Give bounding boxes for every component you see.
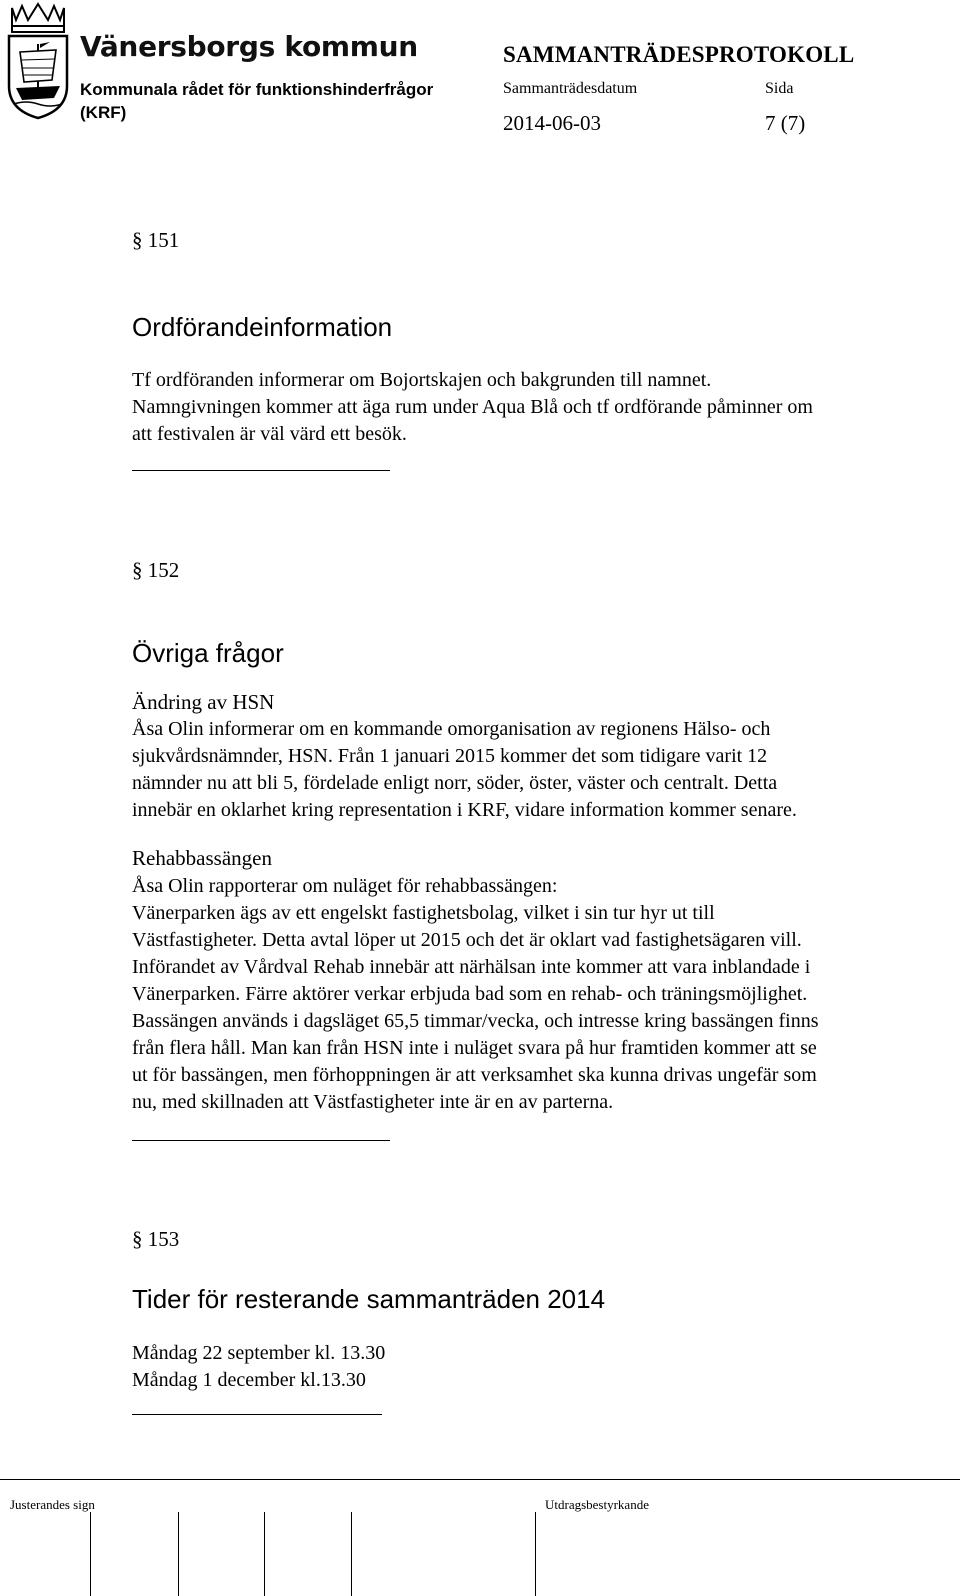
coat-of-arms-icon bbox=[6, 2, 70, 120]
body-line: nu, med skillnaden att Västfastigheter inte är en av parterna. bbox=[132, 1091, 614, 1113]
section-title-151: Ordförandeinformation bbox=[132, 312, 393, 342]
body-line: nämnder nu att bli 5, fördelade enligt norr, söder, öster, väster och centralt. Detta bbox=[132, 772, 778, 794]
signature-box-divider bbox=[178, 1512, 179, 1596]
section-number-152: § 152 bbox=[132, 558, 180, 582]
body-line: ut för bassängen, men förhoppningen är att verksamhet ska kunna drivas ungefär som bbox=[132, 1064, 817, 1086]
subsection-body-rehabbassangen bbox=[132, 873, 960, 1116]
signature-box-divider bbox=[535, 1512, 536, 1596]
document-type: SAMMANTRÄDESPROTOKOLL bbox=[503, 42, 855, 67]
body-line: Västfastigheter. Detta avtal löper ut 2015 och det är oklart vad fastighetsägaren vill. bbox=[132, 929, 802, 951]
subheading-hsn: Ändring av HSN bbox=[132, 690, 275, 714]
section-body-151 bbox=[132, 367, 960, 448]
section-title-152: Övriga frågor bbox=[132, 638, 284, 668]
section-number-153: § 153 bbox=[132, 1227, 180, 1251]
body-line: Namngivningen kommer att äga rum under Aqua Blå och tf ordförande påminner om bbox=[132, 396, 813, 418]
footer-rule bbox=[0, 1479, 960, 1480]
body-line: Åsa Olin informerar om en kommande omorganisation av regionens Hälso- och bbox=[132, 718, 771, 740]
signature-box-divider bbox=[351, 1512, 352, 1596]
meeting-date-item: Måndag 22 september kl. 13.30 bbox=[132, 1342, 386, 1364]
section-separator bbox=[132, 470, 390, 471]
body-line: från flera håll. Man kan från HSN inte i nuläget svara på hur framtiden kommer att se bbox=[132, 1037, 817, 1059]
body-line: att festivalen är väl värd ett besök. bbox=[132, 423, 407, 445]
section-title-153: Tider för resterande sammanträden 2014 bbox=[132, 1284, 606, 1314]
section-separator bbox=[132, 1140, 390, 1141]
municipality-name: Vänersborgs kommun bbox=[80, 30, 418, 63]
body-line: Införandet av Vårdval Rehab innebär att närhälsan inte kommer att vara inblandade i bbox=[132, 956, 811, 978]
body-line: Vänerparken. Färre aktörer verkar erbjuda bad som en rehab- och träningsmöjlighet. bbox=[132, 983, 808, 1005]
committee-name bbox=[80, 78, 480, 124]
utdragsbestyrkande-label: Utdragsbestyrkande bbox=[545, 1497, 649, 1512]
meeting-date-value: 2014-06-03 bbox=[503, 111, 601, 135]
body-line: Åsa Olin rapporterar om nuläget för rehabbassängen: bbox=[132, 875, 558, 897]
body-line: Tf ordföranden informerar om Bojortskajen och bakgrunden till namnet. bbox=[132, 369, 712, 391]
subheading-rehabbassangen: Rehabbassängen bbox=[132, 846, 272, 870]
committee-name-line1: Kommunala rådet för funktionshinderfrågor bbox=[80, 80, 434, 99]
section-separator bbox=[132, 1414, 382, 1415]
signature-box-divider bbox=[264, 1512, 265, 1596]
subsection-body-hsn bbox=[132, 716, 960, 824]
justerandes-sign-label: Justerandes sign bbox=[10, 1497, 95, 1512]
committee-name-line2: (KRF) bbox=[80, 103, 127, 122]
section-body-153 bbox=[132, 1340, 960, 1394]
body-line: Vänerparken ägs av ett engelskt fastighetsbolag, vilket i sin tur hyr ut till bbox=[132, 902, 715, 924]
page-number-value: 7 (7) bbox=[765, 111, 806, 135]
meeting-date-item: Måndag 1 december kl.13.30 bbox=[132, 1369, 366, 1391]
page-label: Sida bbox=[765, 80, 794, 97]
section-number-151: § 151 bbox=[132, 228, 180, 252]
signature-box-divider bbox=[90, 1512, 91, 1596]
meeting-date-label: Sammanträdesdatum bbox=[503, 80, 638, 97]
body-line: Bassängen används i dagsläget 65,5 timmar/vecka, och intresse kring bassängen finns bbox=[132, 1010, 819, 1032]
body-line: innebär en oklarhet kring representation i KRF, vidare information kommer senare. bbox=[132, 799, 797, 821]
body-line: sjukvårdsnämnder, HSN. Från 1 januari 2015 kommer det som tidigare varit 12 bbox=[132, 745, 768, 767]
